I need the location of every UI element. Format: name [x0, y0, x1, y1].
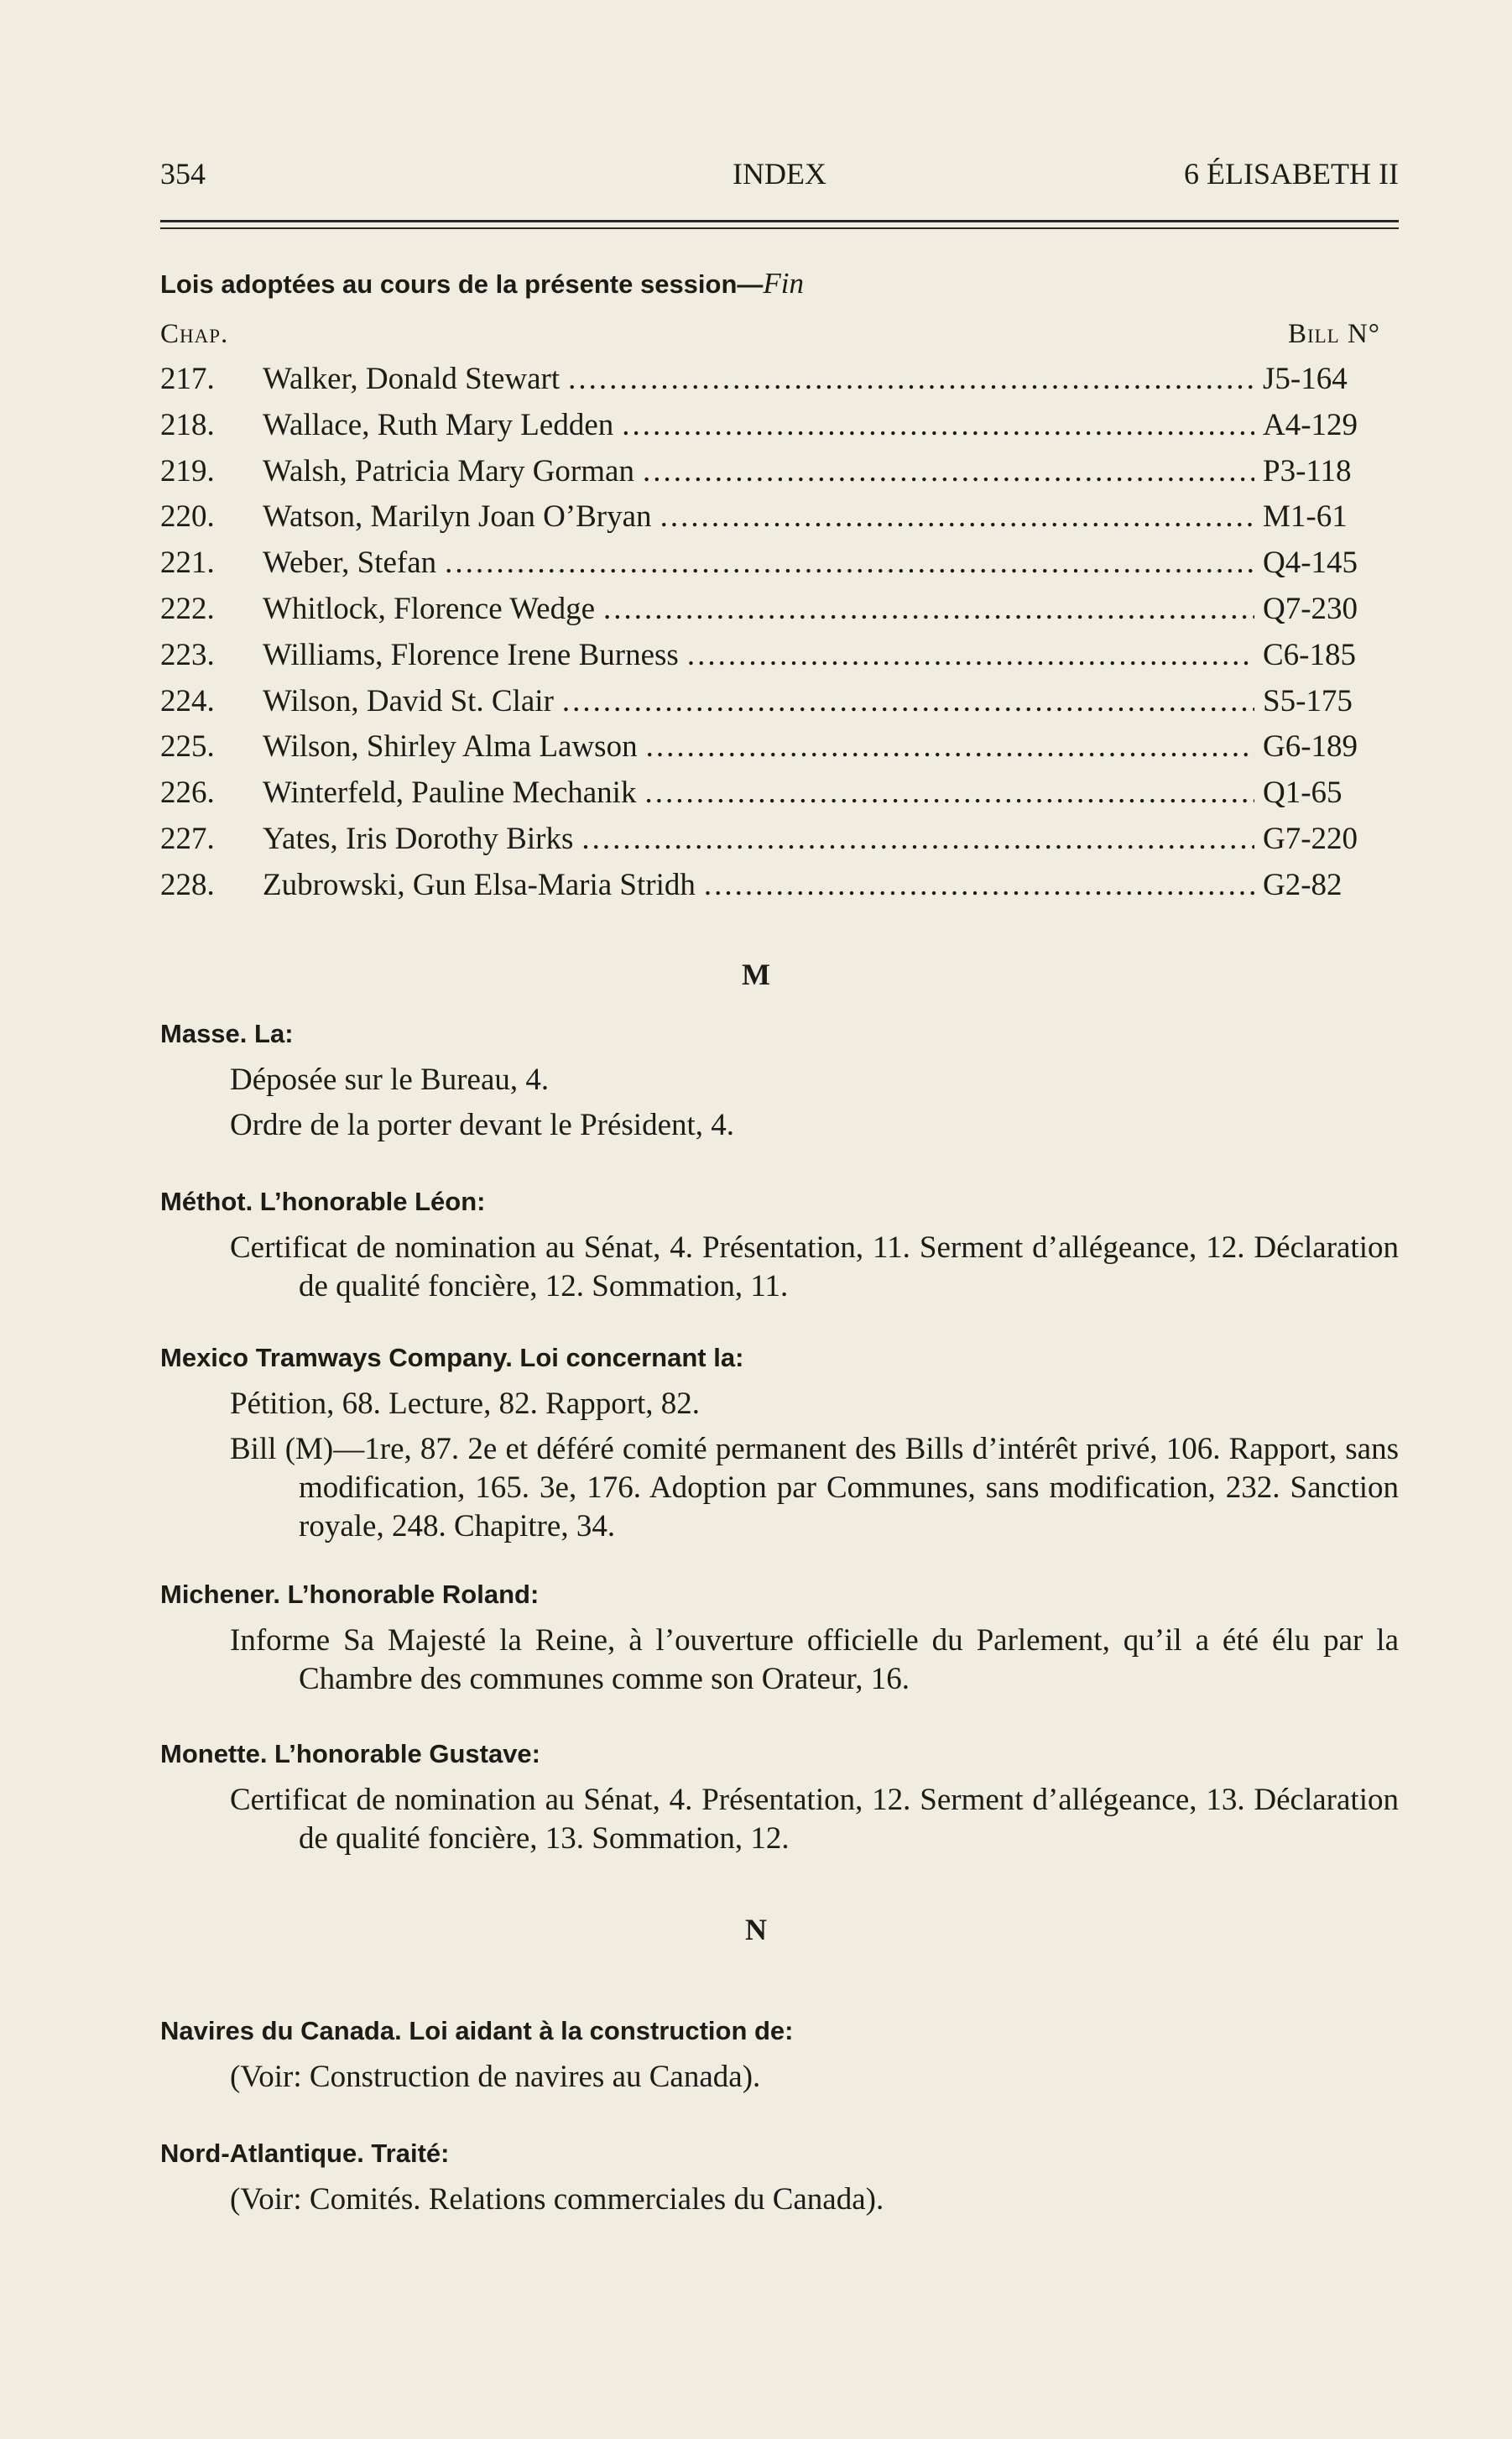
chapter-number: 220.: [160, 499, 215, 535]
leader-dots: [581, 817, 1254, 863]
chapter-number: 217.: [160, 362, 215, 396]
entry-heading: Nord-Atlantique. Traité:: [160, 2139, 450, 2168]
bill-name: Wilson, Shirley Alma Lawson: [263, 729, 638, 765]
chapter-number: 228.: [160, 867, 215, 902]
section-continued: Fin: [763, 267, 805, 300]
chapter-number: 218.: [160, 407, 215, 442]
bill-row: [160, 541, 1380, 587]
index-entry-nord-atlantique: [160, 2133, 1399, 2226]
bill-number: Q1-65: [1263, 776, 1343, 811]
bill-name: Wilson, David St. Clair: [263, 683, 554, 718]
entry-heading: Michener. L’honorable Roland:: [160, 1580, 540, 1609]
leader-dots: [660, 494, 1254, 541]
entry-heading: Mexico Tramways Company. Loi concernant la:: [160, 1343, 744, 1372]
bill-number: Q7-230: [1263, 591, 1358, 626]
header-rule-thin: [160, 227, 1399, 229]
section-heading-text: Lois adoptées au cours de la présente session—: [160, 269, 764, 299]
index-entry-methot: [160, 1182, 1399, 1313]
entry-line: Certificat de nomination au Sénat, 4. Présentation, 12. Serment d’allégeance, 13. Déclaration de qualité foncière, 13. Sommation, 12.: [230, 1783, 1399, 1856]
bill-number: J5-164: [1263, 362, 1348, 396]
bill-name: Williams, Florence Irene Burness: [263, 637, 679, 672]
bill-number: G2-82: [1263, 867, 1343, 902]
bill-number: A4-129: [1263, 407, 1358, 442]
section-heading: [160, 267, 804, 300]
bill-list: [160, 357, 1380, 909]
index-entry-navires: [160, 2011, 1399, 2103]
bill-name: Wallace, Ruth Mary Ledden: [263, 407, 614, 442]
entry-line: Bill (M)—1re, 87. 2e et déféré comité permanent des Bills d’intérêt privé, 106. Rapport, sans modification, 165. 3e, 176. Adoption par Communes, sans modification, 232. Sanction royale, 248. Chapitre, 34.: [230, 1432, 1399, 1543]
running-title: INDEX: [733, 157, 826, 191]
bill-row: [160, 817, 1380, 863]
bill-name: Watson, Marilyn Joan O’Bryan: [263, 499, 652, 535]
leader-dots: [643, 449, 1254, 495]
bill-row: [160, 357, 1380, 403]
header-rule: [160, 220, 1399, 222]
bill-name: Weber, Stefan: [263, 546, 437, 581]
leader-dots: [445, 541, 1254, 587]
entry-line: Déposée sur le Bureau, 4.: [230, 1063, 550, 1097]
leader-dots: [644, 770, 1254, 817]
bill-row: [160, 770, 1380, 817]
bill-number: S5-175: [1263, 683, 1353, 718]
bill-name: Zubrowski, Gun Elsa-Maria Stridh: [263, 867, 696, 902]
running-head: [160, 156, 1399, 206]
bill-row: [160, 679, 1380, 725]
chapter-number: 219.: [160, 453, 215, 488]
page-number: 354: [160, 157, 206, 191]
column-header-bill: Bill N°: [1287, 319, 1380, 349]
regnal-year: 6 ÉLISABETH II: [1184, 157, 1399, 191]
entry-heading: Méthot. L’honorable Léon:: [160, 1187, 486, 1216]
leader-dots: [646, 724, 1254, 770]
leader-dots: [562, 679, 1254, 725]
bill-name: Whitlock, Florence Wedge: [263, 591, 596, 626]
bill-name: Yates, Iris Dorothy Birks: [263, 821, 574, 856]
bill-row: [160, 587, 1380, 633]
index-entry-monette: [160, 1734, 1399, 1865]
entry-heading: Masse. La:: [160, 1019, 294, 1048]
entry-line: Ordre de la porter devant le Président, 4.: [230, 1108, 735, 1142]
letter-divider-m: M: [742, 958, 770, 991]
column-header-chap: Chap.: [160, 319, 229, 349]
entry-heading: Navires du Canada. Loi aidant à la construction de:: [160, 2016, 794, 2045]
entry-line: Pétition, 68. Lecture, 82. Rapport, 82.: [230, 1387, 701, 1421]
leader-dots: [704, 863, 1254, 909]
bill-row: [160, 494, 1380, 541]
bill-row: [160, 863, 1380, 909]
chapter-number: 221.: [160, 546, 215, 581]
bill-name: Walker, Donald Stewart: [263, 362, 560, 396]
bill-number: G7-220: [1263, 821, 1358, 856]
bill-row: [160, 724, 1380, 770]
chapter-number: 224.: [160, 683, 215, 718]
leader-dots: [622, 403, 1254, 449]
leader-dots: [687, 633, 1254, 679]
chapter-number: 223.: [160, 637, 215, 672]
chapter-number: 225.: [160, 729, 215, 765]
leader-dots: [603, 587, 1254, 633]
bill-name: Walsh, Patricia Mary Gorman: [263, 453, 634, 488]
chapter-number: 226.: [160, 776, 215, 811]
bill-row: [160, 633, 1380, 679]
chapter-number: 227.: [160, 821, 215, 856]
bill-number: P3-118: [1263, 453, 1352, 488]
index-entry-mexico-tramways: [160, 1338, 1399, 1553]
bill-row: [160, 403, 1380, 449]
index-entry-masse: [160, 1014, 1399, 1152]
bill-number: G6-189: [1263, 729, 1358, 765]
entry-line: (Voir: Comités. Relations commerciales du Canada).: [230, 2182, 884, 2217]
bill-row: [160, 449, 1380, 495]
index-entry-michener: [160, 1575, 1399, 1705]
bill-number: M1-61: [1263, 499, 1348, 535]
letter-divider-n: N: [745, 1913, 767, 1946]
bill-number: Q4-145: [1263, 546, 1358, 581]
chapter-number: 222.: [160, 591, 215, 626]
entry-line: (Voir: Construction de navires au Canada).: [230, 2060, 761, 2094]
entry-line: Informe Sa Majesté la Reine, à l’ouverture officielle du Parlement, qu’il a été élu par la Chambre des communes comme son Orateur, 16.: [230, 1623, 1399, 1696]
bill-number: C6-185: [1263, 637, 1356, 672]
entry-heading: Monette. L’honorable Gustave:: [160, 1739, 540, 1768]
leader-dots: [568, 357, 1254, 403]
bill-name: Winterfeld, Pauline Mechanik: [263, 776, 637, 811]
entry-line: Certificat de nomination au Sénat, 4. Présentation, 11. Serment d’allégeance, 12. Déclaration de qualité foncière, 12. Sommation, 11.: [230, 1230, 1399, 1303]
